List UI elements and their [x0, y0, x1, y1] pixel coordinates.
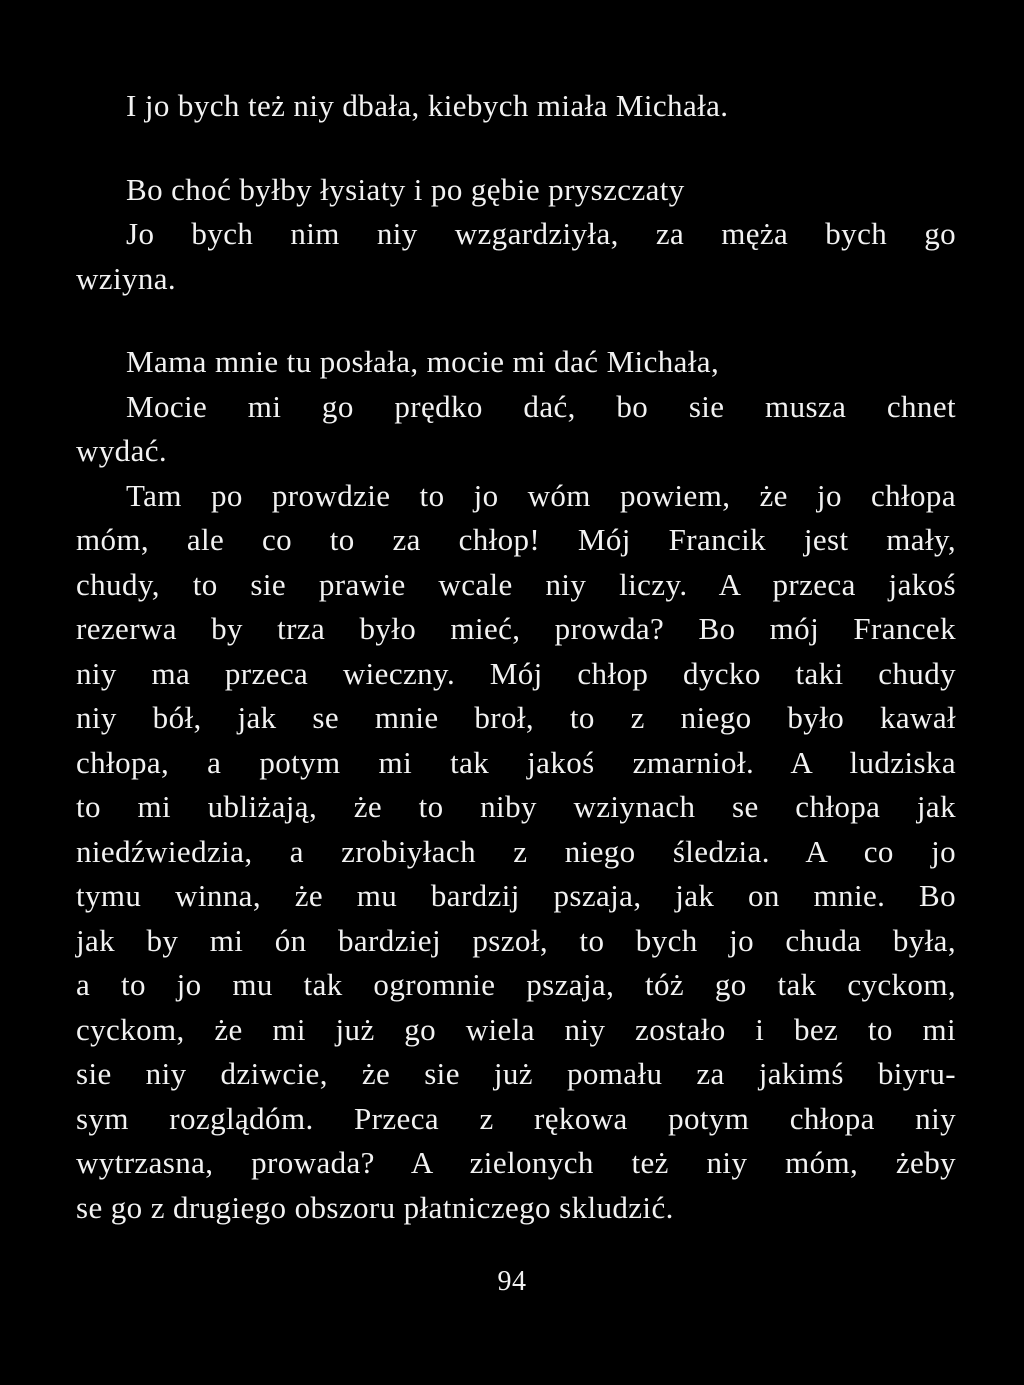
- text-line: sie niy dziwcie, że sie już pomału za jakimś biyru-: [76, 1056, 956, 1091]
- text-line: chłopa, a potym mi tak jakoś zmarnioł. A ludziska: [76, 744, 956, 780]
- text-line: Mama mnie tu posłała, mocie mi dać Michała,: [126, 344, 720, 379]
- text-line: chudy, to sie prawie wcale niy liczy. A przeca jakoś: [76, 566, 956, 602]
- text-line: I jo bych też niy dbała, kiebych miała Michała.: [126, 88, 729, 123]
- text-line: Mocie mi go prędko dać, bo sie musza chnet: [126, 388, 956, 424]
- text-line: niy ma przeca wieczny. Mój chłop dycko taki chudy: [76, 655, 956, 691]
- text-line: wziyna.: [76, 260, 177, 296]
- text-line: Tam po prowdzie to jo wóm powiem, że jo chłopa: [126, 477, 956, 513]
- text-line: se go z drugiego obszoru płatniczego skludzić.: [76, 1189, 674, 1225]
- text-line: wytrzasna, prowada? A zielonych też niy móm, żeby: [76, 1145, 956, 1180]
- text-line: to mi ubliżają, że to niby wziynach se chłopa jak: [76, 789, 956, 824]
- text-line: sym rozglądóm. Przeca z rękowa potym chłopa niy: [76, 1100, 956, 1136]
- text-line: Bo choć byłby łysiaty i po gębie pryszczaty: [126, 171, 685, 207]
- page-number: 94: [497, 1266, 527, 1297]
- text-line: a to jo mu tak ogromnie pszaja, tóż go tak cyckom,: [76, 967, 956, 1002]
- text-line: Jo bych nim niy wzgardziyła, za męża bych go: [126, 216, 956, 251]
- text-line: jak by mi ón bardziej pszoł, to bych jo chuda była,: [76, 922, 956, 958]
- text-line: niy bół, jak se mnie broł, to z niego było kawał: [76, 700, 956, 735]
- text-line: niedźwiedzia, a zrobiyłach z niego śledzia. A co jo: [76, 833, 956, 869]
- paragraph-3: [76, 340, 956, 474]
- stanza-gap: [76, 301, 956, 340]
- stanza-gap: [76, 129, 956, 168]
- paragraph-2: [76, 168, 956, 302]
- text-line: móm, ale co to za chłop! Mój Francik jest mały,: [76, 522, 956, 557]
- text-line: rezerwa by trza było mieć, prowda? Bo mój Francek: [76, 611, 956, 646]
- paragraph-4: [76, 474, 956, 1231]
- text-line: cyckom, że mi już go wiela niy zostało i bez to mi: [76, 1011, 956, 1047]
- text-line: wydać.: [76, 433, 168, 468]
- page-text: [76, 84, 956, 1230]
- paragraph-1: [76, 84, 956, 129]
- text-line: tymu winna, że mu bardzij pszaja, jak on mnie. Bo: [76, 878, 956, 913]
